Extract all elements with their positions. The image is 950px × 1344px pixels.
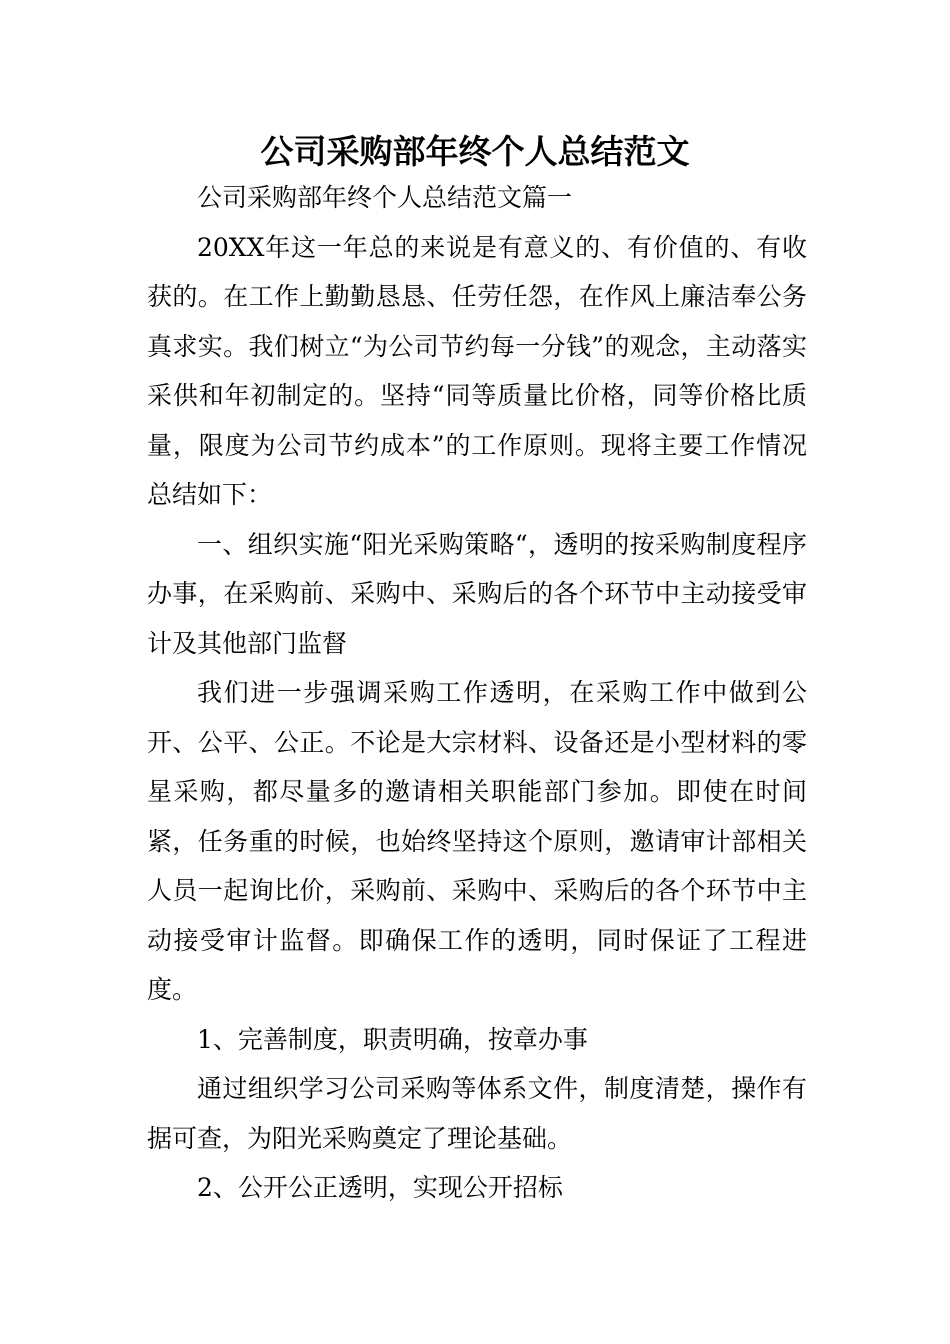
subsection-heading-2: 2、公开公正透明，实现公开招标 [197,1173,563,1202]
body-paragraph: 我们进一步强调采购工作透明，在采购工作中做到公开、公平、公正。不论是大宗材料、设备还是小型材料的零星采购，都尽量多的邀请相关职能部门参加。即使在时间紧，任务重的时候，也始终坚持这个原则，邀请审计部相关人员一起询比价，采购前、采购中、采购后的各个环节中主动接受审计监督。即确保工作的透明，同时保证了工程进度。 [147,678,807,1004]
document-body [147,173,807,1213]
intro-paragraph: 20XX年这一年总的来说是有意义的、有价值的、有收获的。在工作上勤勤恳恳、任劳任怨，在作风上廉洁奉公务真求实。我们树立“为公司节约每一分钱”的观念，主动落实采供和年初制定的。坚持“同等质量比价格，同等价格比质量，限度为公司节约成本”的工作原则。现将主要工作情况总结如下： [147,232,807,509]
subtitle-paragraph: 公司采购部年终个人总结范文篇一 [197,183,573,212]
document-title: 公司采购部年终个人总结范文 [260,132,690,171]
section-heading-1: 一、组织实施“阳光采购策略“，透明的按采购制度程序办事，在采购前、采购中、采购后的各个环节中主动接受审计及其他部门监督 [147,529,807,658]
body-paragraph: 通过组织学习公司采购等体系文件，制度清楚，操作有据可查，为阳光采购奠定了理论基础。 [147,1074,807,1153]
subsection-heading-1: 1、完善制度，职责明确，按章办事 [197,1024,588,1054]
